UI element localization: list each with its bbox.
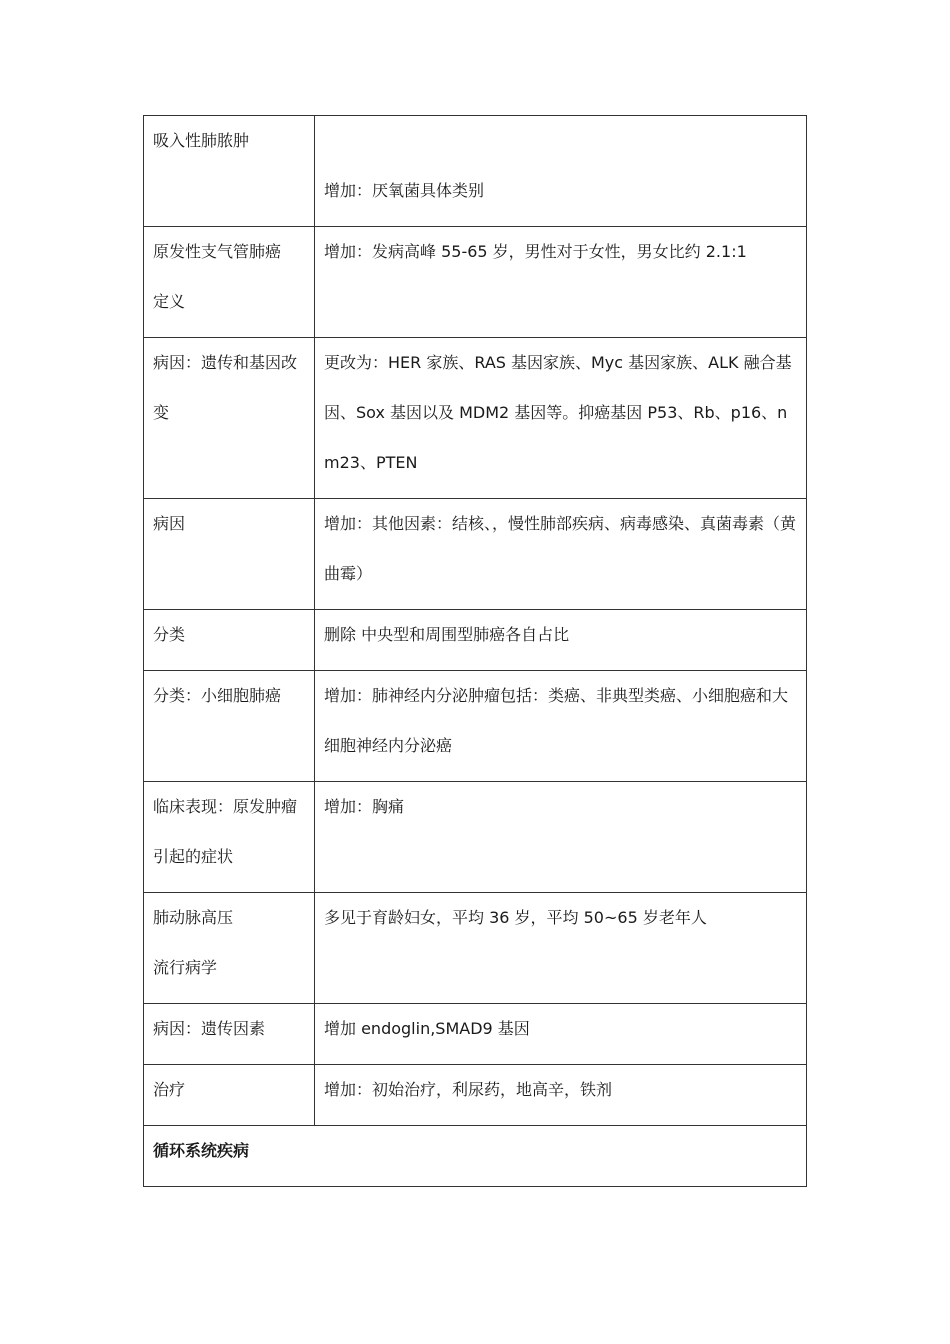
table-row <box>144 116 807 227</box>
row-change: 删除 中央型和周围型肺癌各自占比 <box>324 625 570 644</box>
row-change-cell <box>315 1065 807 1126</box>
table-row <box>144 338 807 499</box>
row-topic-cell <box>144 1004 315 1065</box>
row-topic-cell <box>144 893 315 1004</box>
row-topic: 肺动脉高压 <box>153 908 234 927</box>
row-change-cell <box>315 671 807 782</box>
row-change: 增加：其他因素：结核、，慢性肺部疾病、病毒感染、真菌毒素（黄曲霉） <box>324 514 797 583</box>
revision-table <box>143 115 807 1187</box>
row-change-cell <box>315 499 807 610</box>
row-change-cell <box>315 782 807 893</box>
section-row <box>144 1126 807 1187</box>
row-change: 多见于育龄妇女，平均 36 岁，平均 50~65 岁老年人 <box>324 908 707 927</box>
table-row <box>144 610 807 671</box>
row-change: 增加 endoglin,SMAD9 基因 <box>324 1019 530 1038</box>
row-topic: 分类 <box>153 625 186 644</box>
table-row <box>144 893 807 1004</box>
row-change-cell <box>315 116 807 227</box>
table-row <box>144 671 807 782</box>
row-topic: 病因：遗传因素 <box>153 1019 266 1038</box>
section-heading: 循环系统疾病 <box>153 1141 250 1160</box>
row-topic-cell <box>144 671 315 782</box>
table-row <box>144 499 807 610</box>
row-topic-cell <box>144 782 315 893</box>
row-topic: 定义 <box>153 292 186 311</box>
row-topic: 病因 <box>153 514 186 533</box>
row-change: 增加：初始治疗，利尿药，地高辛，铁剂 <box>324 1080 613 1099</box>
row-change: 增加：厌氧菌具体类别 <box>324 181 485 200</box>
row-change: 增加：胸痛 <box>324 797 405 816</box>
table-row <box>144 227 807 338</box>
row-change: 更改为：HER 家族、RAS 基因家族、Myc 基因家族、ALK 融合基因、Sox 基因以及 MDM2 基因等。抑癌基因 P53、Rb、p16、nm23、PTEN <box>324 353 792 472</box>
row-change <box>324 116 798 166</box>
row-topic: 病因：遗传和基因改变 <box>153 353 298 422</box>
row-change-cell <box>315 893 807 1004</box>
row-change: 增加：发病高峰 55-65 岁，男性对于女性，男女比约 2.1:1 <box>324 242 747 261</box>
section-heading-cell <box>144 1126 807 1187</box>
table-row <box>144 782 807 893</box>
row-topic-cell <box>144 499 315 610</box>
row-change-cell <box>315 227 807 338</box>
row-topic-cell <box>144 116 315 227</box>
row-change: 增加：肺神经内分泌肿瘤包括：类癌、非典型类癌、小细胞癌和大细胞神经内分泌癌 <box>324 686 789 755</box>
table-row <box>144 1004 807 1065</box>
row-topic: 吸入性肺脓肿 <box>153 131 250 150</box>
row-change-cell <box>315 610 807 671</box>
row-topic: 原发性支气管肺癌 <box>153 242 282 261</box>
table-row <box>144 1065 807 1126</box>
row-topic-cell <box>144 610 315 671</box>
row-topic: 临床表现：原发肿瘤引起的症状 <box>153 797 298 866</box>
row-topic: 治疗 <box>153 1080 186 1099</box>
row-topic: 分类：小细胞肺癌 <box>153 686 282 705</box>
row-topic-cell <box>144 338 315 499</box>
row-topic-cell <box>144 227 315 338</box>
row-change-cell <box>315 338 807 499</box>
row-topic: 流行病学 <box>153 958 218 977</box>
row-topic-cell <box>144 1065 315 1126</box>
row-change-cell <box>315 1004 807 1065</box>
